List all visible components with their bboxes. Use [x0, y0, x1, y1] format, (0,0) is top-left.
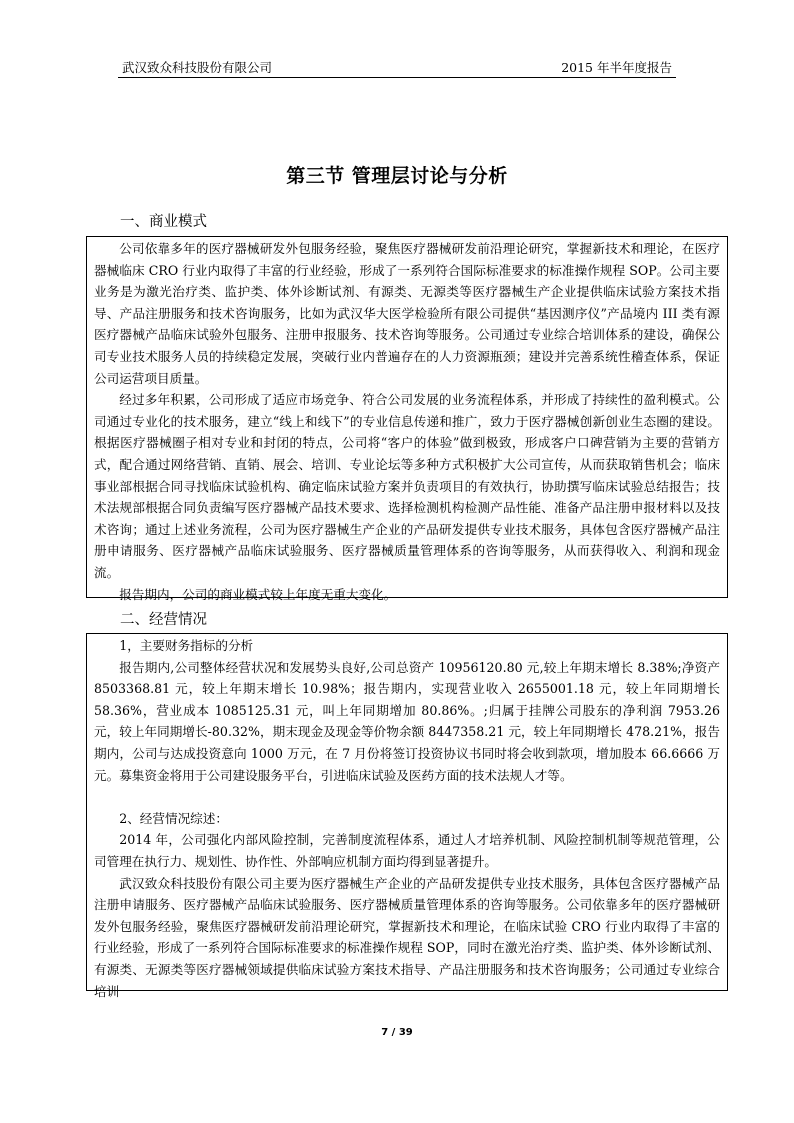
page-header — [118, 54, 676, 76]
operations-box — [86, 633, 728, 999]
page-number: 7 / 39 — [381, 1027, 413, 1038]
header-report-title: 2015 年半年度报告 — [561, 60, 672, 75]
business-model-box — [86, 236, 728, 602]
paragraph: 2014 年，公司强化内部风险控制，完善制度流程体系，通过人才培养机制、风险控制机制等规范管理，公司管理在执行力、规划性、协作性、外部响应机制方面均得到显著提升。 — [94, 832, 720, 869]
header-rule — [118, 77, 676, 78]
subheading: 1，主要财务指标的分析 — [119, 638, 254, 653]
paragraph: 报告期内，公司的商业模式较上年度无重大变化。 — [119, 586, 397, 602]
paragraph: 经过多年积累，公司形成了适应市场竞争、符合公司发展的业务流程体系，并形成了持续性的盈利模式。公司通过专业化的技术服务，建立“线上和线下”的专业信息传递和推广，致力于医疗器械创新创业生态圈的建设。根据医疗器械圈子相对专业和封闭的特点，公司将“客户的体验”做到极致，形成客户口碑营销为主要的营销方式，配合通过网络营销、直销、展会、培训、专业论坛等多种方式积极扩大公司宣传，从而获取销售机会；临床事业部根据合同寻找临床试验机构、确定临床试验方案并负责项目的有效执行，协助撰写临床试验总结报告；技术法规部根据合同负责编写医疗器械产品技术要求、选择检测机构检测产品性能、准备产品注册申报材料以及技术咨询；通过上述业务流程，公司为医疗器械生产企业的产品研发提供专业技术服务，具体包含医疗器械产品注册申请服务、医疗器械产品临床试验服务、医疗器械质量管理体系的咨询等服务，从而获得收入、利润和现金流。 — [94, 392, 720, 580]
section-title: 第三节 管理层讨论与分析 — [286, 165, 508, 187]
total-pages: 39 — [398, 1027, 413, 1038]
current-page: 7 — [381, 1027, 389, 1038]
paragraph: 武汉致众科技股份有限公司主要为医疗器械生产企业的产品研发提供专业技术服务，具体包含医疗器械产品注册申请服务、医疗器械产品临床试验服务、医疗器械质量管理体系的咨询等服务。公司依靠多年的医疗器械研发外包服务经验，聚焦医疗器械研发前沿理论研究，掌握新技术和理论，在临床试验 CRO 行业内取得了丰富的行业经验，形成了一系列符合国际标准要求的标准操作规程 SOP，同时在激光治疗类、监护类、体外诊断试剂、有源类、无源类等医疗器械领域提供临床试验方案技术指导、产品注册服务和技术咨询服务；公司通过专业综合培训 — [94, 875, 720, 999]
paragraph: 公司依靠多年的医疗器械研发外包服务经验，聚焦医疗器械研发前沿理论研究，掌握新技术和理论，在医疗器械临床 CRO 行业内取得了丰富的行业经验，形成了一系列符合国际标准要求的标准操作规程 SOP。公司主要业务是为激光治疗类、监护类、体外诊断试剂、有源类、无源类等医疗器械生产企业提供临床试验方案技术指导、产品注册服务和技术咨询服务，比如为武汉华大医学检验所有限公司提供“基因测序仪”产品境内 III 类有源医疗器械产品临床试验外包服务、注册申报服务、技术咨询等服务。公司通过专业综合培训体系的建设，确保公司专业技术服务人员的持续稳定发展，突破行业内普遍存在的人力资源瓶颈；建设并完善系统性稽查体系，保证公司运营项目质量。 — [94, 241, 720, 386]
subheading: 2、经营情况综述： — [119, 810, 228, 826]
paragraph: 报告期内,公司整体经营状况和发展势头良好,公司总资产 10956120.80 元,较上年期末增长 8.38%;净资产 8503368.81 元，较上年期末增长 10.98%；报告期内，实现营业收入 2655001.18 元，较上年同期增长 58.36%，营业成本 1085125.31 元，叫上年同期增加 80.86%。;归属于挂牌公司股东的净利润 7953.26 元，较上年同期增长-80.32%，期末现金及现金等价物余额 8447358.21 元，较上年同期增长 478.21%，报告期内，公司与达成投资意向 1000 万元，在 7 月份将签订投资协议书同时将会收到款项，增加股本 66.6666 万元。募集资金将用于公司建设服务平台，引进临床试验及医药方面的技术法规人才等。 — [94, 659, 720, 783]
section1-heading: 一、商业模式 — [120, 214, 207, 230]
section2-heading: 二、经营情况 — [120, 612, 207, 628]
header-company: 武汉致众科技股份有限公司 — [122, 60, 273, 75]
